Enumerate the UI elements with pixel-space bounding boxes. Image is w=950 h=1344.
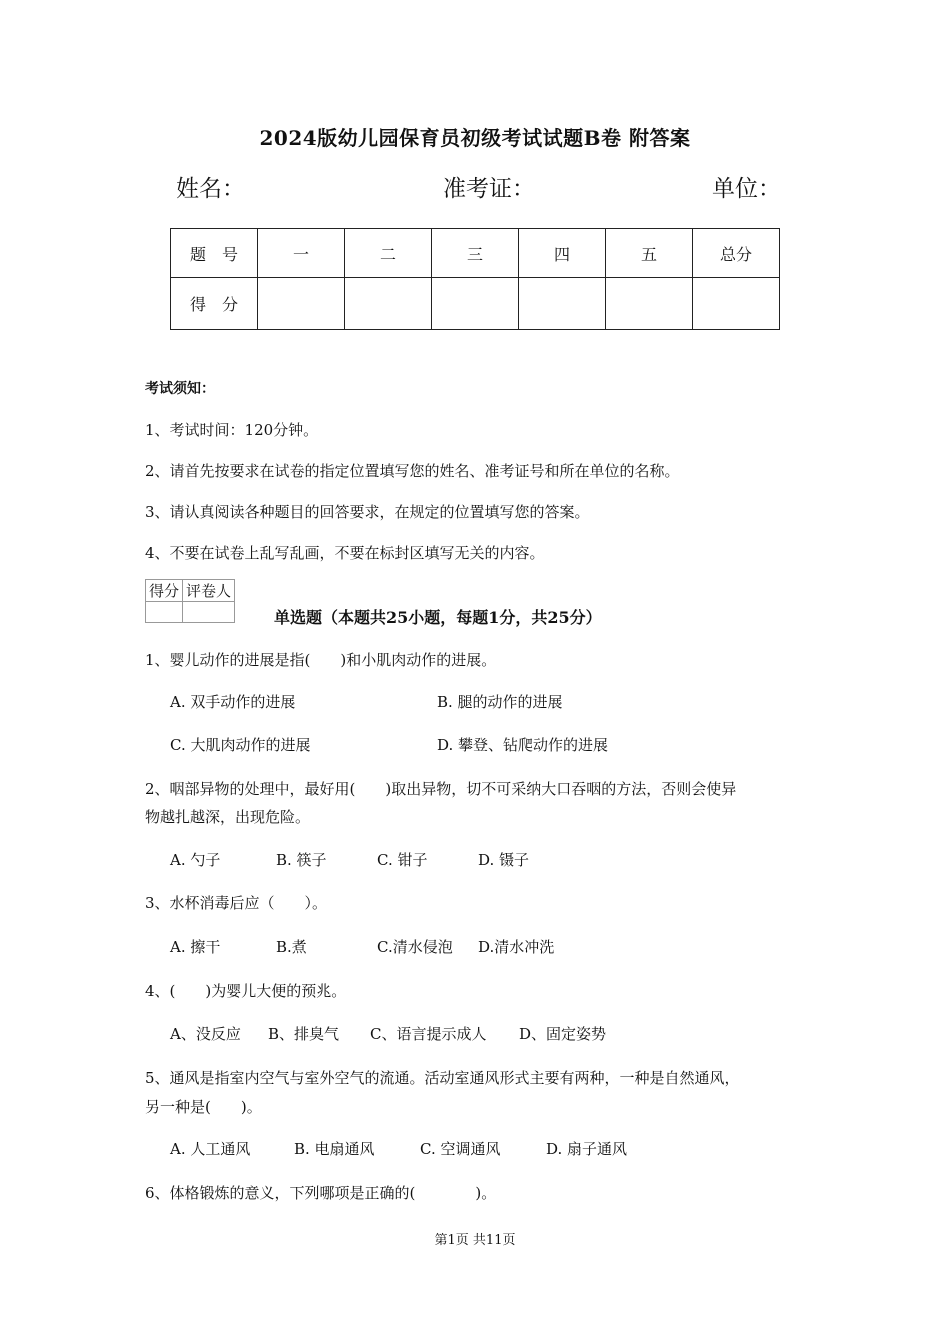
score-table-score-row	[171, 278, 780, 330]
option-b[interactable]: B.煮	[276, 938, 307, 956]
score-header-cell: 四	[519, 229, 606, 278]
option-b[interactable]: B、排臭气	[268, 1025, 340, 1043]
question-text: 5、通风是指室内空气与室外空气的流通。活动室通风形式主要有两种，一种是自然通风，	[145, 1069, 740, 1087]
score-row-label: 得 分	[171, 278, 258, 330]
option-b[interactable]: B. 电扇通风	[294, 1140, 375, 1158]
page-footer: 第1页 共11页	[434, 1233, 516, 1248]
score-cell[interactable]	[519, 278, 606, 330]
grader-score-label: 得分	[146, 580, 183, 602]
notice-item: 3、请认真阅读各种题目的回答要求，在规定的位置填写您的答案。	[145, 503, 590, 521]
score-cell[interactable]	[606, 278, 693, 330]
option-a[interactable]: A、没反应	[170, 1025, 241, 1043]
option-c[interactable]: C.清水侵泡	[377, 938, 453, 956]
name-field-label: 姓名：	[176, 176, 245, 202]
option-d[interactable]: D. 扇子通风	[546, 1140, 628, 1158]
option-d[interactable]: D. 攀登、钻爬动作的进展	[437, 736, 609, 754]
score-cell[interactable]	[345, 278, 432, 330]
grader-box	[145, 579, 235, 623]
question-text: 1、婴儿动作的进展是指( )和小肌肉动作的进展。	[145, 651, 497, 669]
question-text: 6、体格锻炼的意义，下列哪项是正确的( )。	[145, 1184, 497, 1202]
score-header-cell: 题 号	[171, 229, 258, 278]
score-header-cell: 五	[606, 229, 693, 278]
question-text: 3、水杯消毒后应（ ）。	[145, 894, 328, 912]
option-c[interactable]: C. 大肌肉动作的进展	[170, 736, 311, 754]
option-b[interactable]: B. 筷子	[276, 851, 327, 869]
option-b[interactable]: B. 腿的动作的进展	[437, 693, 563, 711]
grader-name-cell[interactable]	[183, 602, 235, 623]
score-cell[interactable]	[258, 278, 345, 330]
score-header-cell: 一	[258, 229, 345, 278]
grader-name-label: 评卷人	[183, 580, 235, 602]
score-header-cell: 总分	[693, 229, 780, 278]
option-c[interactable]: C、语言提示成人	[370, 1025, 487, 1043]
option-a[interactable]: A. 勺子	[170, 851, 221, 869]
question-text: 4、( )为婴儿大便的预兆。	[145, 982, 347, 1000]
question-text: 2、咽部异物的处理中，最好用( )取出异物，切不可采纳大口吞咽的方法，否则会使异	[145, 780, 737, 798]
grader-score-cell[interactable]	[146, 602, 183, 623]
score-table	[170, 228, 780, 330]
notice-heading: 考试须知：	[145, 381, 215, 397]
option-a[interactable]: A. 双手动作的进展	[170, 693, 296, 711]
option-d[interactable]: D、固定姿势	[519, 1025, 607, 1043]
notice-item: 2、请首先按要求在试卷的指定位置填写您的姓名、准考证号和所在单位的名称。	[145, 462, 680, 480]
question-text-continued: 另一种是( )。	[145, 1098, 262, 1116]
unit-field-label: 单位：	[712, 176, 781, 202]
question-text-continued: 物越扎越深，出现危险。	[145, 808, 311, 826]
section-title: 单选题（本题共25小题，每题1分，共25分）	[274, 608, 602, 627]
option-c[interactable]: C. 钳子	[377, 851, 428, 869]
exam-id-field-label: 准考证：	[443, 176, 535, 202]
score-header-cell: 三	[432, 229, 519, 278]
score-header-cell: 二	[345, 229, 432, 278]
option-a[interactable]: A. 擦干	[170, 938, 221, 956]
notice-item: 1、考试时间：120分钟。	[145, 421, 319, 439]
option-c[interactable]: C. 空调通风	[420, 1140, 501, 1158]
page-title: 2024版幼儿园保育员初级考试试题B卷 附答案	[259, 126, 691, 150]
score-cell[interactable]	[432, 278, 519, 330]
option-d[interactable]: D. 镊子	[478, 851, 530, 869]
notice-item: 4、不要在试卷上乱写乱画，不要在标封区填写无关的内容。	[145, 544, 545, 562]
option-d[interactable]: D.清水冲洗	[478, 938, 555, 956]
score-table-header-row	[171, 229, 780, 278]
option-a[interactable]: A. 人工通风	[170, 1140, 251, 1158]
score-cell[interactable]	[693, 278, 780, 330]
